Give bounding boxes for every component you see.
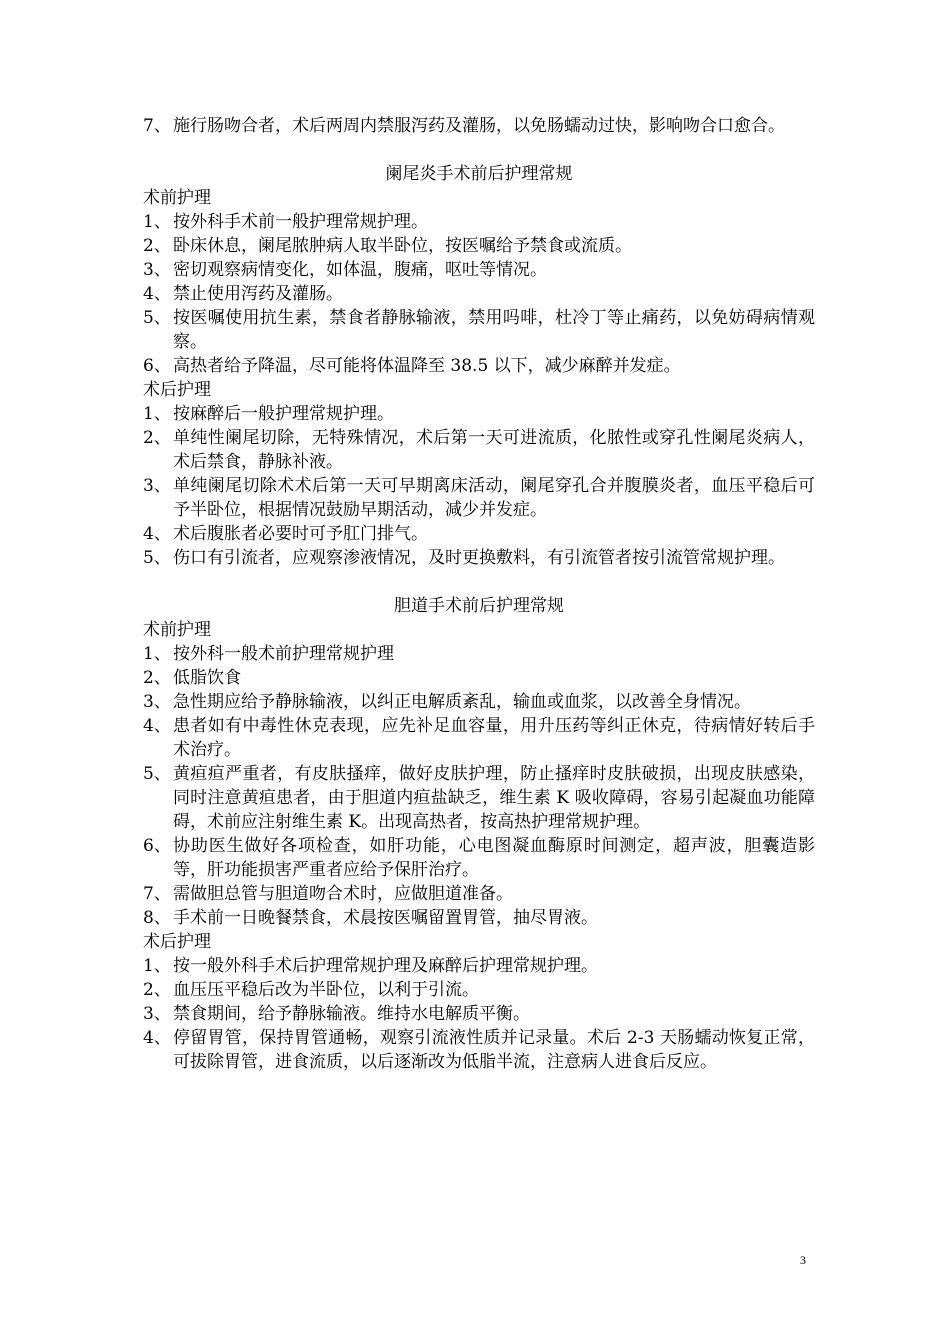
item-text: 低脂饮食: [173, 668, 241, 688]
list-item: [143, 522, 815, 546]
item-number: 1、: [143, 212, 171, 232]
subsection-heading: 术前护理: [143, 620, 211, 640]
item-number: 3、: [143, 260, 171, 280]
section-title: 胆道手术前后护理常规: [394, 596, 564, 616]
list-item: [143, 426, 815, 474]
list-item: [143, 714, 815, 762]
item-text: 伤口有引流者，应观察渗液情况，及时更换敷料，有引流管者按引流管常规护理。: [173, 548, 785, 568]
list-item: [143, 834, 815, 882]
document-body: [143, 114, 815, 1074]
list-item: [143, 642, 815, 666]
list-item: [143, 354, 815, 378]
list-item: [143, 762, 815, 834]
item-text: 密切观察病情变化，如体温，腹痛，呕吐等情况。: [173, 260, 547, 280]
list-item: [143, 690, 815, 714]
item-text: 按外科手术前一般护理常规护理。: [173, 212, 428, 232]
item-text: 施行肠吻合者，术后两周内禁服泻药及灌肠，以免肠蠕动过快，影响吻合口愈合。: [173, 116, 785, 136]
item-text: 急性期应给予静脉输液，以纠正电解质紊乱，输血或血浆，以改善全身情况。: [173, 692, 751, 712]
item-number: 6、: [143, 356, 171, 376]
item-text: 按麻醉后一般护理常规护理。: [173, 404, 394, 424]
subsection-heading: 术后护理: [143, 380, 211, 400]
list-item: [143, 474, 815, 522]
item-number: 4、: [143, 524, 171, 544]
section-biliary: [143, 594, 815, 1074]
list-item: [143, 114, 815, 138]
item-text: 停留胃管，保持胃管通畅，观察引流液性质并记录量。术后 2-3 天肠蠕动恢复正常，可拔除胃管，进食流质，以后逐渐改为低脂半流，注意病人进食后反应。: [173, 1028, 815, 1072]
list-item: [143, 234, 815, 258]
item-text: 禁止使用泻药及灌肠。: [173, 284, 343, 304]
list-item: [143, 282, 815, 306]
item-text: 协助医生做好各项检查，如肝功能，心电图凝血酶原时间测定，超声波，胆囊造影等，肝功能损害严重者应给予保肝治疗。: [173, 836, 815, 880]
item-number: 4、: [143, 716, 171, 736]
list-item: [143, 882, 815, 906]
item-number: 4、: [143, 284, 171, 304]
item-text: 血压压平稳后改为半卧位，以利于引流。: [173, 980, 479, 1000]
item-text: 卧床休息，阑尾脓肿病人取半卧位，按医嘱给予禁食或流质。: [173, 236, 632, 256]
list-item: [143, 306, 815, 354]
item-number: 5、: [143, 308, 171, 328]
item-text: 按外科一般术前护理常规护理: [173, 644, 394, 664]
subsection-heading: 术前护理: [143, 188, 211, 208]
item-text: 黄疸疸严重者，有皮肤搔痒，做好皮肤护理，防止搔痒时皮肤破损，出现皮肤感染，同时注意黄疸患者，由于胆道内疸盐缺乏，维生素 K 吸收障碍，容易引起凝血功能障碍，术前应注射维生素 K。出现高热者，按高热护理常规护理。: [173, 764, 815, 832]
list-item: [143, 666, 815, 690]
section-appendicitis: [143, 162, 815, 570]
list-item: [143, 1002, 815, 1026]
item-text: 手术前一日晚餐禁食，术晨按医嘱留置胃管，抽尽胃液。: [173, 908, 598, 928]
item-text: 单纯阑尾切除术术后第一天可早期离床活动，阑尾穿孔合并腹膜炎者，血压平稳后可予半卧位，根据情况鼓励早期活动，减少并发症。: [173, 476, 815, 520]
item-text: 需做胆总管与胆道吻合术时，应做胆道准备。: [173, 884, 513, 904]
item-number: 5、: [143, 548, 171, 568]
item-text: 按一般外科手术后护理常规护理及麻醉后护理常规护理。: [173, 956, 598, 976]
item-number: 4、: [143, 1028, 171, 1048]
list-item: [143, 546, 815, 570]
item-number: 8、: [143, 908, 171, 928]
item-number: 7、: [143, 884, 171, 904]
item-text: 高热者给予降温，尽可能将体温降至 38.5 以下，减少麻醉并发症。: [173, 356, 681, 376]
item-number: 3、: [143, 1004, 171, 1024]
subsection-heading: 术后护理: [143, 932, 211, 952]
item-text: 单纯性阑尾切除，无特殊情况，术后第一天可进流质，化脓性或穿孔性阑尾炎病人，术后禁食，静脉补液。: [173, 428, 815, 472]
item-text: 按医嘱使用抗生素，禁食者静脉输液，禁用吗啡，杜冷丁等止痛药，以免妨碍病情观察。: [173, 308, 815, 352]
section-title: 阑尾炎手术前后护理常规: [385, 164, 573, 184]
item-number: 2、: [143, 428, 171, 448]
item-number: 2、: [143, 980, 171, 1000]
item-text: 术后腹胀者必要时可予肛门排气。: [173, 524, 428, 544]
item-number: 7、: [143, 116, 171, 136]
item-number: 6、: [143, 836, 171, 856]
item-number: 2、: [143, 668, 171, 688]
list-item: [143, 1026, 815, 1074]
list-item: [143, 978, 815, 1002]
list-item: [143, 954, 815, 978]
item-text: 禁食期间，给予静脉输液。维持水电解质平衡。: [173, 1004, 530, 1024]
page-number: 3: [800, 1253, 806, 1267]
item-number: 1、: [143, 644, 171, 664]
list-item: [143, 258, 815, 282]
item-number: 1、: [143, 956, 171, 976]
list-item: [143, 906, 815, 930]
item-number: 5、: [143, 764, 171, 784]
item-number: 1、: [143, 404, 171, 424]
item-number: 3、: [143, 476, 171, 496]
list-item: [143, 402, 815, 426]
item-number: 3、: [143, 692, 171, 712]
list-item: [143, 210, 815, 234]
item-number: 2、: [143, 236, 171, 256]
item-text: 患者如有中毒性休克表现，应先补足血容量，用升压药等纠正休克，待病情好转后手术治疗。: [173, 716, 815, 760]
